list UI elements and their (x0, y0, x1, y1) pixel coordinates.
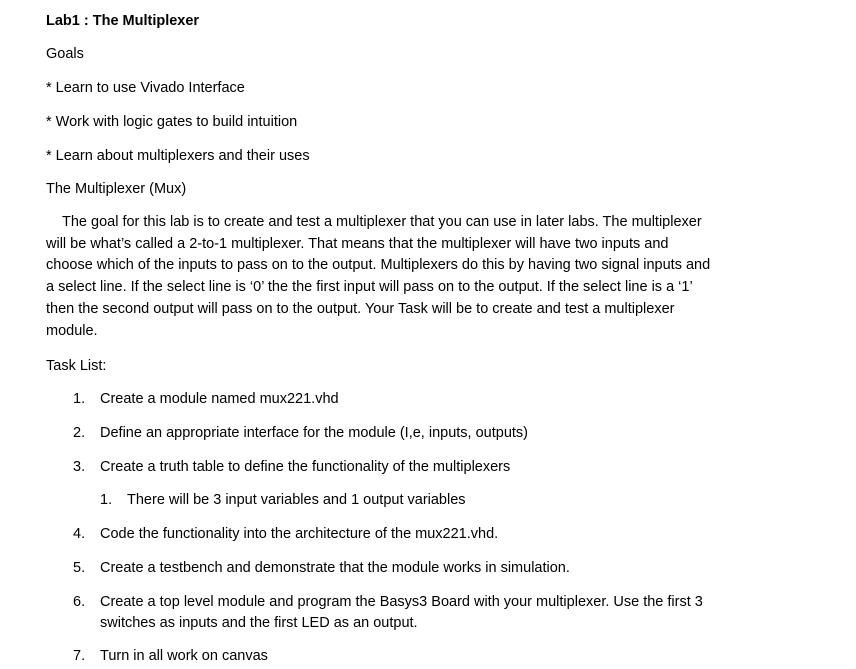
goal-item-2: * Work with logic gates to build intuition (46, 114, 298, 130)
section-heading: The Multiplexer (Mux) (46, 181, 187, 197)
task-number: 2. (73, 425, 86, 441)
subtask-item-1: There will be 3 input variables and 1 output variables (127, 492, 466, 508)
task-number: 7. (73, 648, 86, 664)
task-number: 1. (73, 391, 86, 407)
task-number: 3. (73, 459, 86, 475)
paragraph-line: will be what’s called a 2-to-1 multiplexer. That means that the multiplexer will have two inputs and (46, 235, 669, 252)
task-item-6-continued: switches as inputs and the first LED as an output. (100, 615, 418, 631)
paragraph-line: a select line. If the select line is ‘0’ the the first input will pass on to the output. If the select line is a ‘1’ (46, 279, 693, 296)
task-item-3: Create a truth table to define the functionality of the multiplexers (100, 459, 511, 475)
goals-heading: Goals (46, 46, 84, 62)
task-item-6: Create a top level module and program the Basys3 Board with your multiplexer. Use the first 3 (100, 594, 703, 610)
paragraph-line: choose which of the inputs to pass on to the output. Multiplexers do this by having two signal inputs and (46, 257, 711, 274)
goal-item-3: * Learn about multiplexers and their uses (46, 148, 310, 164)
task-item-2: Define an appropriate interface for the module (I,e, inputs, outputs) (100, 425, 528, 441)
task-item-7: Turn in all work on canvas (100, 648, 268, 664)
task-number: 5. (73, 560, 86, 576)
paragraph-line: then the second output will pass on to the output. Your Task will be to create and test a multiplexer (46, 300, 675, 317)
goal-item-1: * Learn to use Vivado Interface (46, 80, 245, 96)
page-title: Lab1 : The Multiplexer (46, 13, 200, 29)
task-list-heading: Task List: (46, 358, 107, 374)
task-number: 6. (73, 594, 86, 610)
task-item-1: Create a module named mux221.vhd (100, 391, 339, 407)
task-item-5: Create a testbench and demonstrate that the module works in simulation. (100, 560, 570, 576)
paragraph-line: module. (46, 322, 98, 339)
subtask-number: 1. (100, 492, 113, 508)
task-item-4: Code the functionality into the architecture of the mux221.vhd. (100, 526, 499, 542)
task-number: 4. (73, 526, 86, 542)
description-paragraph (46, 212, 766, 342)
paragraph-line: The goal for this lab is to create and test a multiplexer that you can use in later labs. The multiplexer (62, 214, 702, 230)
